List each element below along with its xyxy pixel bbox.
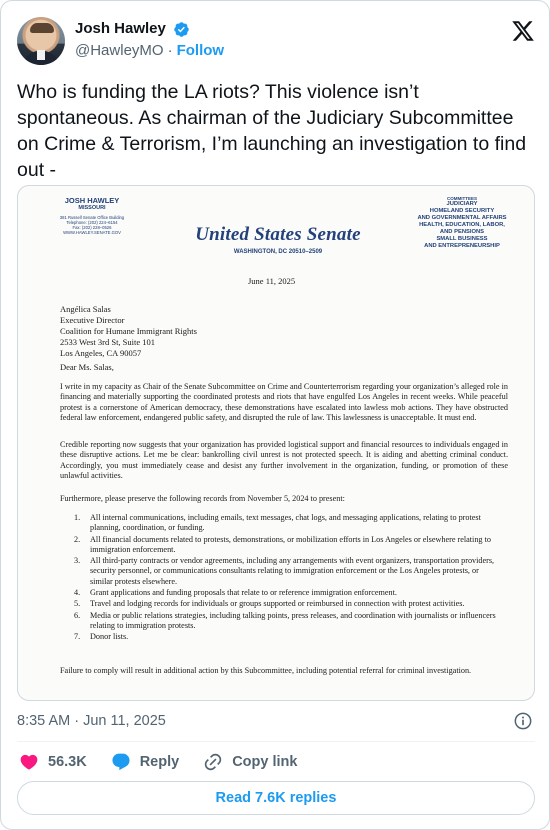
author-block: [75, 19, 224, 61]
salutation: Dear Ms. Salas,: [60, 362, 114, 372]
avatar-collar: [37, 50, 45, 60]
committees-heading: COMMITTEES: [447, 196, 477, 201]
committee-item: JUDICIARY: [446, 201, 478, 207]
senate-letter: [18, 186, 534, 700]
committee-item: HOMELAND SECURITY: [429, 208, 495, 214]
link-icon: [203, 752, 223, 772]
letter-paragraph: I write in my capacity as Chair of the Senate Subcommittee on Crime and Counterterrorism regarding your organization’s alleged role in financing and materially supporting the coordinated protests and riots that have engulfed Los Angeles in recent weeks. While peaceful protest is a cornerstone of American democracy, these demonstrations have escalated into lawless mob actions. They have obstructed federal law enforcement, endangered public safety, and disrupted the rule of law. This lawlessness is unacceptable. It must end.: [60, 382, 508, 422]
senate-title: United States Senate: [195, 224, 361, 245]
like-button[interactable]: [19, 752, 87, 772]
committee-item: AND PENSIONS: [439, 229, 485, 235]
letterhead-left: [32, 196, 152, 235]
avatar[interactable]: [17, 17, 65, 65]
records-list: [74, 513, 498, 644]
office-fax: Fax: (202) 228–0526: [72, 225, 112, 230]
x-logo-icon[interactable]: [511, 19, 535, 43]
separator-dot: ·: [167, 42, 173, 59]
recipient-line: Executive Director: [60, 315, 125, 325]
read-replies-button[interactable]: Read 7.6K replies: [17, 781, 535, 815]
list-item: 2. All financial documents related to protests, demonstrations, or mobilization efforts in Los Angeles or elsewhere relating to immigration enforcement.: [74, 534, 491, 554]
senator-state: MISSOURI: [78, 205, 106, 211]
copy-link-label: Copy link: [232, 754, 298, 770]
handle-row: [75, 41, 224, 61]
heart-icon: [19, 752, 39, 772]
senate-city: WASHINGTON, DC 20510–2509: [233, 249, 323, 255]
letterhead-center: [168, 224, 388, 255]
list-item: 3. All third-party contracts or vendor agreements, including any arrangements with event organizers, transportation providers, security personnel, or communications consultants relating to immigration enforcement or the Los Angeles protests, or similar protests elsewhere.: [74, 556, 495, 586]
list-item-text: Donor lists.: [90, 632, 129, 642]
reply-label: Reply: [139, 754, 180, 770]
like-count: 56.3K: [48, 754, 87, 770]
copy-link-button[interactable]: [203, 752, 297, 772]
recipient-line: Coalition for Humane Immigrant Rights: [60, 326, 197, 336]
committee-item: AND ENTREPRENEURSHIP: [424, 243, 500, 249]
recipient-line: Angélica Salas: [60, 304, 111, 314]
list-item: 6. Media or public relations strategies, including talking points, press releases, and coordination with journalists or influencers relating to immigration protests.: [74, 610, 496, 630]
list-item-text: Grant applications and funding proposals that relate to or reference immigration enforcement.: [90, 588, 397, 598]
follow-button[interactable]: Follow: [176, 42, 225, 59]
office-web: WWW.HAWLEY.SENATE.GOV: [63, 230, 121, 235]
list-item-text: All internal communications, including emails, text messages, chat logs, and messaging applications, relating to protest planning, coordination, or funding.: [90, 513, 481, 533]
letterhead-right: [402, 196, 522, 250]
office-building: 381 Russell Senate Office Building: [59, 215, 125, 220]
senator-name: JOSH HAWLEY: [64, 196, 120, 205]
tweet-header: [17, 15, 535, 67]
letter-paragraph: Furthermore, please preserve the following records from November 5, 2024 to present:: [60, 494, 345, 503]
recipient-line: Los Angeles, CA 90057: [60, 348, 142, 358]
verified-badge-icon: [173, 21, 190, 38]
letter-paragraph: Failure to comply will result in additional action by this Subcommittee, including potential referral for criminal investigation.: [60, 666, 472, 675]
list-item: 1. All internal communications, including emails, text messages, chat logs, and messaging applications, relating to protest planning, coordination, or funding.: [74, 513, 481, 533]
list-item: 5. Travel and lodging records for individuals or groups supported or reimbursed in connection with protest activities.: [74, 599, 465, 609]
reply-bubble-icon: [111, 752, 131, 772]
list-item: 4. Grant applications and funding proposals that relate to or reference immigration enforcement.: [74, 588, 397, 598]
list-item-text: All financial documents related to protests, demonstrations, or mobilization efforts in Los Angeles or elsewhere relating to immigration enforcement.: [90, 534, 491, 554]
author-name[interactable]: Josh Hawley: [75, 20, 166, 37]
tweet-timestamp[interactable]: 8:35 AM · Jun 11, 2025: [17, 713, 166, 729]
committee-item: SMALL BUSINESS: [436, 236, 488, 242]
recipient-address: [60, 304, 197, 359]
committee-item: HEALTH, EDUCATION, LABOR,: [419, 222, 505, 228]
list-item-text: All third-party contracts or vendor agreements, including any arrangements with event organizers, transportation providers, security personnel, or communications consultants relating to immigration enforcement or the Los Angeles protests, or similar protests elsewhere.: [90, 556, 495, 586]
action-bar: [19, 751, 321, 773]
office-telephone: Telephone: (202) 224–6154: [66, 220, 118, 225]
author-handle[interactable]: @HawleyMO: [75, 42, 164, 59]
recipient-line: 2533 West 3rd St, Suite 101: [60, 337, 156, 347]
avatar-hair: [30, 23, 54, 33]
committee-item: AND GOVERNMENTAL AFFAIRS: [417, 215, 507, 221]
reply-button[interactable]: [111, 752, 180, 772]
list-item-text: Travel and lodging records for individuals or groups supported or reimbursed in connection with protest activities.: [90, 599, 465, 609]
office-address: [32, 215, 152, 235]
divider: [17, 741, 535, 742]
tweet-text: Who is funding the LA riots? This violence isn’t spontaneous. As chairman of the Judiciary Subcommittee on Crime & Terrorism, I’m launching an investigation to find out -: [17, 81, 527, 181]
letter-date: June 11, 2025: [248, 276, 296, 286]
info-icon[interactable]: [513, 711, 533, 731]
letter-paragraph: Credible reporting now suggests that your organization has provided logistical support and financial resources to individuals engaged in these disruptive actions. Let me be clear: bankrolling civil unrest is not protected speech. It is aiding and abetting criminal conduct. Accordingly, you must immediately cease and desist any further involvement in the organization, funding, or promotion of these unlawful activities.: [60, 440, 508, 480]
list-item-text: Media or public relations strategies, including talking points, press releases, and coordination with journalists or influencers relating to immigration protests.: [90, 610, 496, 630]
letter-image[interactable]: [17, 185, 535, 701]
list-item: 7. Donor lists.: [74, 632, 129, 642]
